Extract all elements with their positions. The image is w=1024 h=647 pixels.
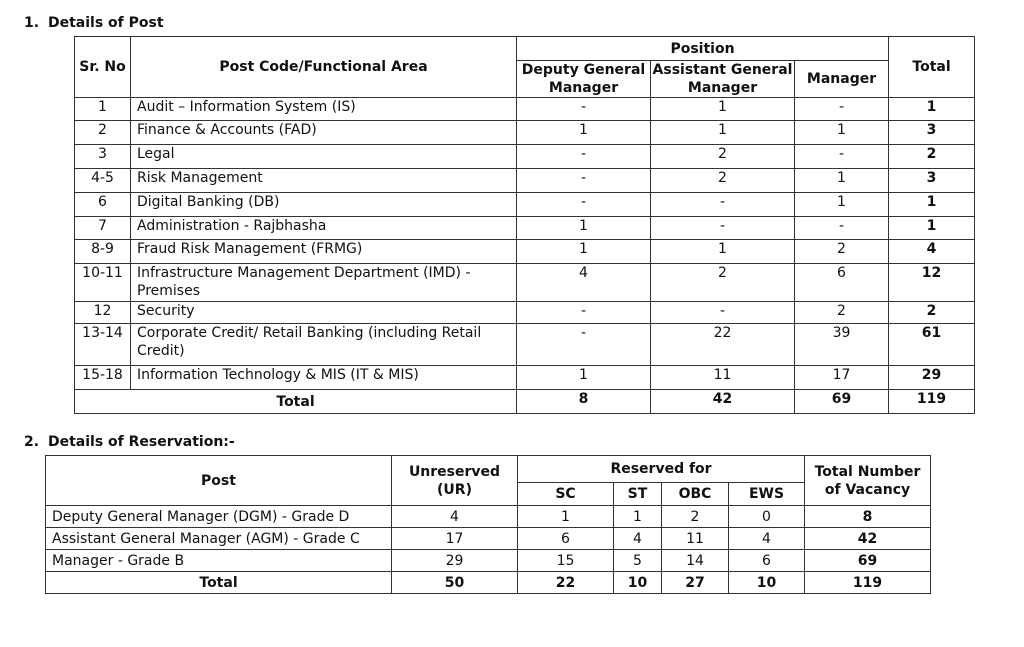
total-label: Total <box>75 390 517 414</box>
functional-area-cell: Information Technology & MIS (IT & MIS) <box>131 366 517 390</box>
functional-area-cell: Fraud Risk Management (FRMG) <box>131 240 517 264</box>
section1-heading <box>24 15 164 31</box>
post-details-table <box>74 36 975 414</box>
post-cell: Deputy General Manager (DGM) - Grade D <box>46 506 392 528</box>
ews-cell: 0 <box>729 506 805 528</box>
header-ews: EWS <box>729 483 805 506</box>
manager-cell: 2 <box>795 302 889 324</box>
total-manager: 69 <box>795 390 889 414</box>
manager-cell: 6 <box>795 264 889 302</box>
dgm-cell: - <box>517 98 651 121</box>
section2-heading <box>24 434 235 450</box>
sr-no-cell: 10-11 <box>75 264 131 302</box>
dgm-cell: - <box>517 169 651 193</box>
header-ur: Unreserved (UR) <box>392 456 518 506</box>
sr-no-cell: 13-14 <box>75 324 131 366</box>
post-row <box>75 145 975 169</box>
sr-no-cell: 3 <box>75 145 131 169</box>
dgm-cell: 1 <box>517 217 651 240</box>
header-total-vacancy: Total Number of Vacancy <box>805 456 931 506</box>
agm-cell: 1 <box>651 240 795 264</box>
functional-area-cell: Digital Banking (DB) <box>131 193 517 217</box>
section2-number: 2. <box>24 434 40 450</box>
ur-cell: 17 <box>392 528 518 550</box>
header-reserved-for: Reserved for <box>518 456 805 483</box>
reservation-total-row <box>46 572 931 594</box>
post-cell: Manager - Grade B <box>46 550 392 572</box>
post-row <box>75 169 975 193</box>
ews-cell: 4 <box>729 528 805 550</box>
res-total-label: Total <box>46 572 392 594</box>
sr-no-cell: 8-9 <box>75 240 131 264</box>
header-post-code: Post Code/Functional Area <box>131 37 517 98</box>
agm-cell: 1 <box>651 98 795 121</box>
header-position: Position <box>517 37 889 61</box>
res-total-ur: 50 <box>392 572 518 594</box>
res-total-sc: 22 <box>518 572 614 594</box>
manager-cell: 39 <box>795 324 889 366</box>
vacancy-total-cell: 8 <box>805 506 931 528</box>
functional-area-cell: Infrastructure Management Department (IMD) - Premises <box>131 264 517 302</box>
sr-no-cell: 15-18 <box>75 366 131 390</box>
total-dgm: 8 <box>517 390 651 414</box>
manager-cell: 17 <box>795 366 889 390</box>
sr-no-cell: 12 <box>75 302 131 324</box>
row-total-cell: 3 <box>889 169 975 193</box>
manager-cell: 2 <box>795 240 889 264</box>
section2-title: Details of Reservation:- <box>48 434 235 450</box>
header-sc: SC <box>518 483 614 506</box>
row-total-cell: 12 <box>889 264 975 302</box>
obc-cell: 11 <box>662 528 729 550</box>
row-total-cell: 1 <box>889 98 975 121</box>
row-total-cell: 61 <box>889 324 975 366</box>
manager-cell: 1 <box>795 193 889 217</box>
section1-number: 1. <box>24 15 40 31</box>
row-total-cell: 4 <box>889 240 975 264</box>
res-total-ews: 10 <box>729 572 805 594</box>
agm-cell: 2 <box>651 145 795 169</box>
post-row <box>75 366 975 390</box>
dgm-cell: 1 <box>517 240 651 264</box>
post-row <box>75 302 975 324</box>
agm-cell: 2 <box>651 264 795 302</box>
sr-no-cell: 7 <box>75 217 131 240</box>
post-total-row <box>75 390 975 414</box>
total-agm: 42 <box>651 390 795 414</box>
agm-cell: 22 <box>651 324 795 366</box>
ews-cell: 6 <box>729 550 805 572</box>
post-row <box>75 193 975 217</box>
dgm-cell: - <box>517 324 651 366</box>
sc-cell: 1 <box>518 506 614 528</box>
section1-title: Details of Post <box>48 15 164 31</box>
sr-no-cell: 6 <box>75 193 131 217</box>
row-total-cell: 1 <box>889 193 975 217</box>
row-total-cell: 29 <box>889 366 975 390</box>
agm-cell: 2 <box>651 169 795 193</box>
post-row <box>75 324 975 366</box>
functional-area-cell: Legal <box>131 145 517 169</box>
post-row <box>75 217 975 240</box>
dgm-cell: 1 <box>517 121 651 145</box>
post-row <box>75 264 975 302</box>
functional-area-cell: Corporate Credit/ Retail Banking (including Retail Credit) <box>131 324 517 366</box>
manager-cell: 1 <box>795 169 889 193</box>
agm-cell: - <box>651 193 795 217</box>
st-cell: 1 <box>614 506 662 528</box>
sc-cell: 15 <box>518 550 614 572</box>
sr-no-cell: 2 <box>75 121 131 145</box>
dgm-cell: - <box>517 302 651 324</box>
vacancy-total-cell: 42 <box>805 528 931 550</box>
obc-cell: 2 <box>662 506 729 528</box>
agm-cell: - <box>651 217 795 240</box>
agm-cell: 11 <box>651 366 795 390</box>
row-total-cell: 3 <box>889 121 975 145</box>
vacancy-total-cell: 69 <box>805 550 931 572</box>
functional-area-cell: Administration - Rajbhasha <box>131 217 517 240</box>
row-total-cell: 2 <box>889 145 975 169</box>
res-total-vacancy: 119 <box>805 572 931 594</box>
header-agm: Assistant General Manager <box>651 61 795 98</box>
ur-cell: 4 <box>392 506 518 528</box>
manager-cell: - <box>795 217 889 240</box>
header-manager: Manager <box>795 61 889 98</box>
header-post: Post <box>46 456 392 506</box>
header-dgm: Deputy General Manager <box>517 61 651 98</box>
sc-cell: 6 <box>518 528 614 550</box>
sr-no-cell: 1 <box>75 98 131 121</box>
functional-area-cell: Security <box>131 302 517 324</box>
res-total-st: 10 <box>614 572 662 594</box>
dgm-cell: - <box>517 193 651 217</box>
manager-cell: - <box>795 98 889 121</box>
header-sr-no: Sr. No <box>75 37 131 98</box>
ur-cell: 29 <box>392 550 518 572</box>
functional-area-cell: Audit – Information System (IS) <box>131 98 517 121</box>
header-obc: OBC <box>662 483 729 506</box>
st-cell: 4 <box>614 528 662 550</box>
obc-cell: 14 <box>662 550 729 572</box>
reservation-row <box>46 550 931 572</box>
dgm-cell: - <box>517 145 651 169</box>
dgm-cell: 4 <box>517 264 651 302</box>
dgm-cell: 1 <box>517 366 651 390</box>
post-row <box>75 240 975 264</box>
functional-area-cell: Risk Management <box>131 169 517 193</box>
sr-no-cell: 4-5 <box>75 169 131 193</box>
header-total: Total <box>889 37 975 98</box>
post-row <box>75 98 975 121</box>
agm-cell: 1 <box>651 121 795 145</box>
header-st: ST <box>614 483 662 506</box>
st-cell: 5 <box>614 550 662 572</box>
res-total-obc: 27 <box>662 572 729 594</box>
reservation-row <box>46 528 931 550</box>
functional-area-cell: Finance & Accounts (FAD) <box>131 121 517 145</box>
manager-cell: 1 <box>795 121 889 145</box>
total-total: 119 <box>889 390 975 414</box>
row-total-cell: 2 <box>889 302 975 324</box>
reservation-table <box>45 455 931 594</box>
reservation-row <box>46 506 931 528</box>
post-cell: Assistant General Manager (AGM) - Grade C <box>46 528 392 550</box>
row-total-cell: 1 <box>889 217 975 240</box>
manager-cell: - <box>795 145 889 169</box>
post-row <box>75 121 975 145</box>
agm-cell: - <box>651 302 795 324</box>
